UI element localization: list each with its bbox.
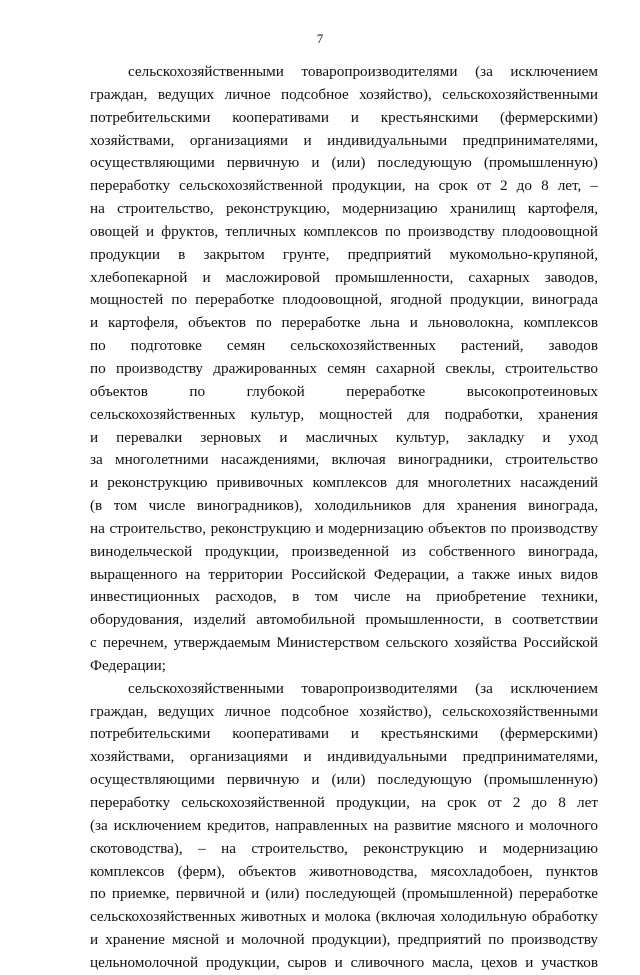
- text-line: переработку сельскохозяйственной продукции, на срок от 2 до 8 лет, –: [90, 177, 598, 195]
- text-line: винодельческой продукции, произведенной из собственного винограда,: [90, 542, 598, 560]
- text-line: скотоводства), – на строительство, реконструкцию и модернизацию: [90, 839, 598, 857]
- text-line: и реконструкцию прививочных комплексов для многолетних насаждений: [90, 474, 598, 492]
- text-line: выращенного на территории Российской Федерации, а также иных видов: [90, 565, 598, 583]
- text-line: оборудования, изделий автомобильной промышленности, в соответствии: [90, 611, 598, 629]
- text-line: граждан, ведущих личное подсобное хозяйство), сельскохозяйственными: [90, 85, 598, 103]
- text-line: овощей и фруктов, тепличных комплексов по производству плодоовощной: [90, 222, 598, 240]
- text-line: потребительскими кооперативами и крестьянскими (фермерскими): [90, 725, 598, 743]
- text-line: на строительство, реконструкцию, модернизацию хранилищ картофеля,: [90, 200, 598, 218]
- text-line: инвестиционных расходов, в том числе на приобретение техники,: [90, 588, 598, 606]
- text-line: по приемке, первичной и (или) последующей (промышленной) переработке: [90, 885, 598, 903]
- text-line: за многолетними насаждениями, включая виноградники, строительство: [90, 451, 598, 469]
- text-line: осуществляющими первичную и (или) последующую (промышленную): [90, 154, 598, 172]
- text-line: комплексов (ферм), объектов животноводства, мясохладобоен, пунктов: [90, 862, 598, 880]
- text-line: мощностей по переработке плодоовощной, ягодной продукции, винограда: [90, 291, 598, 309]
- text-line: сельскохозяйственных культур, мощностей для подработки, хранения: [90, 405, 598, 423]
- text-line: (в том числе виноградников), холодильников для хранения винограда,: [90, 497, 598, 515]
- text-line: сельскохозяйственных животных и молока (включая холодильную обработку: [90, 908, 598, 926]
- text-line: сельскохозяйственными товаропроизводителями (за исключением: [128, 63, 598, 80]
- text-line: осуществляющими первичную и (или) последующую (промышленную): [90, 771, 598, 789]
- text-line: граждан, ведущих личное подсобное хозяйство), сельскохозяйственными: [90, 702, 598, 720]
- text-line: переработку сельскохозяйственной продукции, на срок от 2 до 8 лет: [90, 794, 598, 811]
- text-line: и хранение мясной и молочной продукции), предприятий по производству: [90, 931, 598, 949]
- text-line: на строительство, реконструкцию и модернизацию объектов по производству: [90, 519, 598, 537]
- text-line: Федерации;: [90, 656, 166, 674]
- text-line: хлебопекарной и масложировой промышленности, сахарных заводов,: [90, 268, 598, 286]
- text-line: и картофеля, объектов по переработке льна и льноволокна, комплексов: [90, 314, 598, 332]
- text-line: с перечнем, утверждаемым Министерством сельского хозяйства Российской: [90, 634, 598, 652]
- text-line: по подготовке семян сельскохозяйственных растений, заводов: [90, 337, 598, 355]
- text-line: хозяйствами, организациями и индивидуальными предпринимателями,: [90, 131, 598, 149]
- text-line: по производству дражированных семян сахарной свеклы, строительство: [90, 359, 598, 377]
- text-line: потребительскими кооперативами и крестьянскими (фермерскими): [90, 108, 598, 126]
- text-line: хозяйствами, организациями и индивидуальными предпринимателями,: [90, 748, 598, 766]
- text-line: объектов по глубокой переработке высокопротеиновых: [90, 382, 598, 400]
- text-line: продукции в закрытом грунте, предприятий мукомольно-крупяной,: [90, 245, 598, 263]
- body-text: [90, 61, 598, 975]
- page-number: 7: [316, 31, 324, 46]
- text-line: (за исключением кредитов, направленных на развитие мясного и молочного: [90, 816, 598, 834]
- text-line: сельскохозяйственными товаропроизводителями (за исключением: [128, 679, 598, 697]
- text-line: цельномолочной продукции, сыров и сливочного масла, цехов и участков: [90, 953, 598, 971]
- text-line: и перевалки зерновых и масличных культур, закладку и уход: [90, 428, 598, 446]
